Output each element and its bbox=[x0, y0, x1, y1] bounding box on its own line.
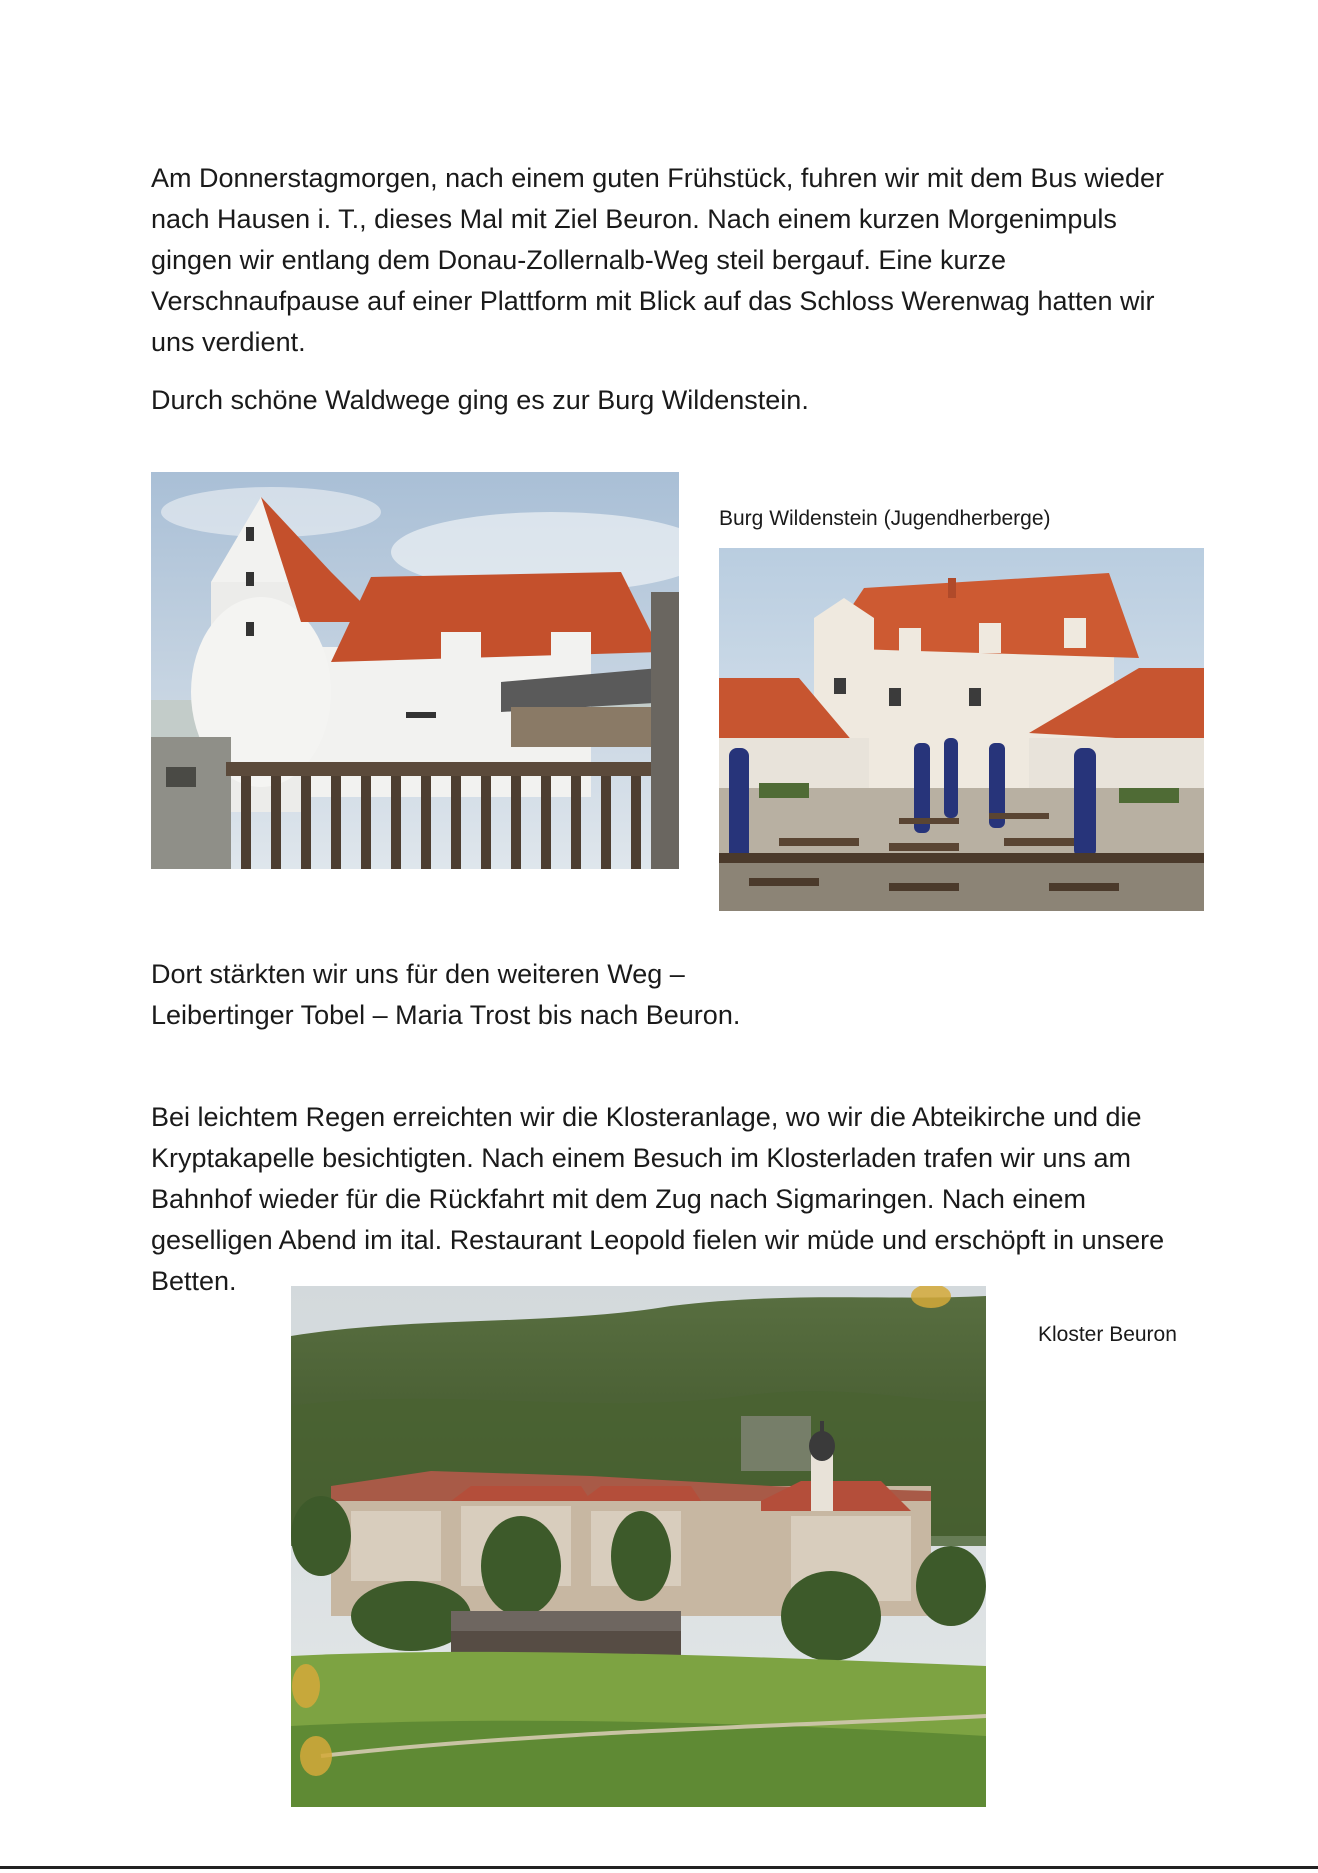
caption-burg-wildenstein: Burg Wildenstein (Jugendherberge) bbox=[719, 507, 1051, 530]
paragraph-intro bbox=[151, 158, 1251, 363]
kloster-beuron-photo bbox=[291, 1286, 986, 1807]
text-line: Durch schöne Waldwege ging es zur Burg Wildenstein. bbox=[151, 385, 809, 415]
text-line: Leibertinger Tobel – Maria Trost bis nach Beuron. bbox=[151, 1000, 741, 1030]
text-line: nach Hausen i. T., dieses Mal mit Ziel Beuron. Nach einem kurzen Morgenimpuls bbox=[151, 204, 1117, 234]
caption-kloster-beuron: Kloster Beuron bbox=[1038, 1323, 1177, 1346]
paragraph-weiterer-weg bbox=[151, 954, 1251, 1036]
text-line: Kryptakapelle besichtigten. Nach einem Besuch im Klosterladen trafen wir uns am bbox=[151, 1143, 1131, 1173]
text-line: uns verdient. bbox=[151, 327, 306, 357]
burg-wildenstein-tower-photo bbox=[151, 472, 679, 869]
text-line: geselligen Abend im ital. Restaurant Leopold fielen wir müde und erschöpft in unsere bbox=[151, 1225, 1165, 1255]
text-line: Dort stärkten wir uns für den weiteren Weg – bbox=[151, 959, 685, 989]
text-line: gingen wir entlang dem Donau-Zollernalb-Weg steil bergauf. Eine kurze bbox=[151, 245, 1006, 275]
text-line: Bei leichtem Regen erreichten wir die Klosteranlage, wo wir die Abteikirche und die bbox=[151, 1102, 1142, 1132]
text-line: Bahnhof wieder für die Rückfahrt mit dem Zug nach Sigmaringen. Nach einem bbox=[151, 1184, 1086, 1214]
text-line: Am Donnerstagmorgen, nach einem guten Frühstück, fuhren wir mit dem Bus wieder bbox=[151, 163, 1164, 193]
paragraph-waldwege bbox=[151, 380, 1251, 421]
text-line: Verschnaufpause auf einer Plattform mit Blick auf das Schloss Werenwag hatten wir bbox=[151, 286, 1155, 316]
burg-wildenstein-courtyard-photo bbox=[719, 548, 1204, 911]
paragraph-klosteranlage bbox=[151, 1097, 1251, 1302]
page-bottom-rule bbox=[0, 1866, 1318, 1869]
text-line: Betten. bbox=[151, 1266, 237, 1296]
